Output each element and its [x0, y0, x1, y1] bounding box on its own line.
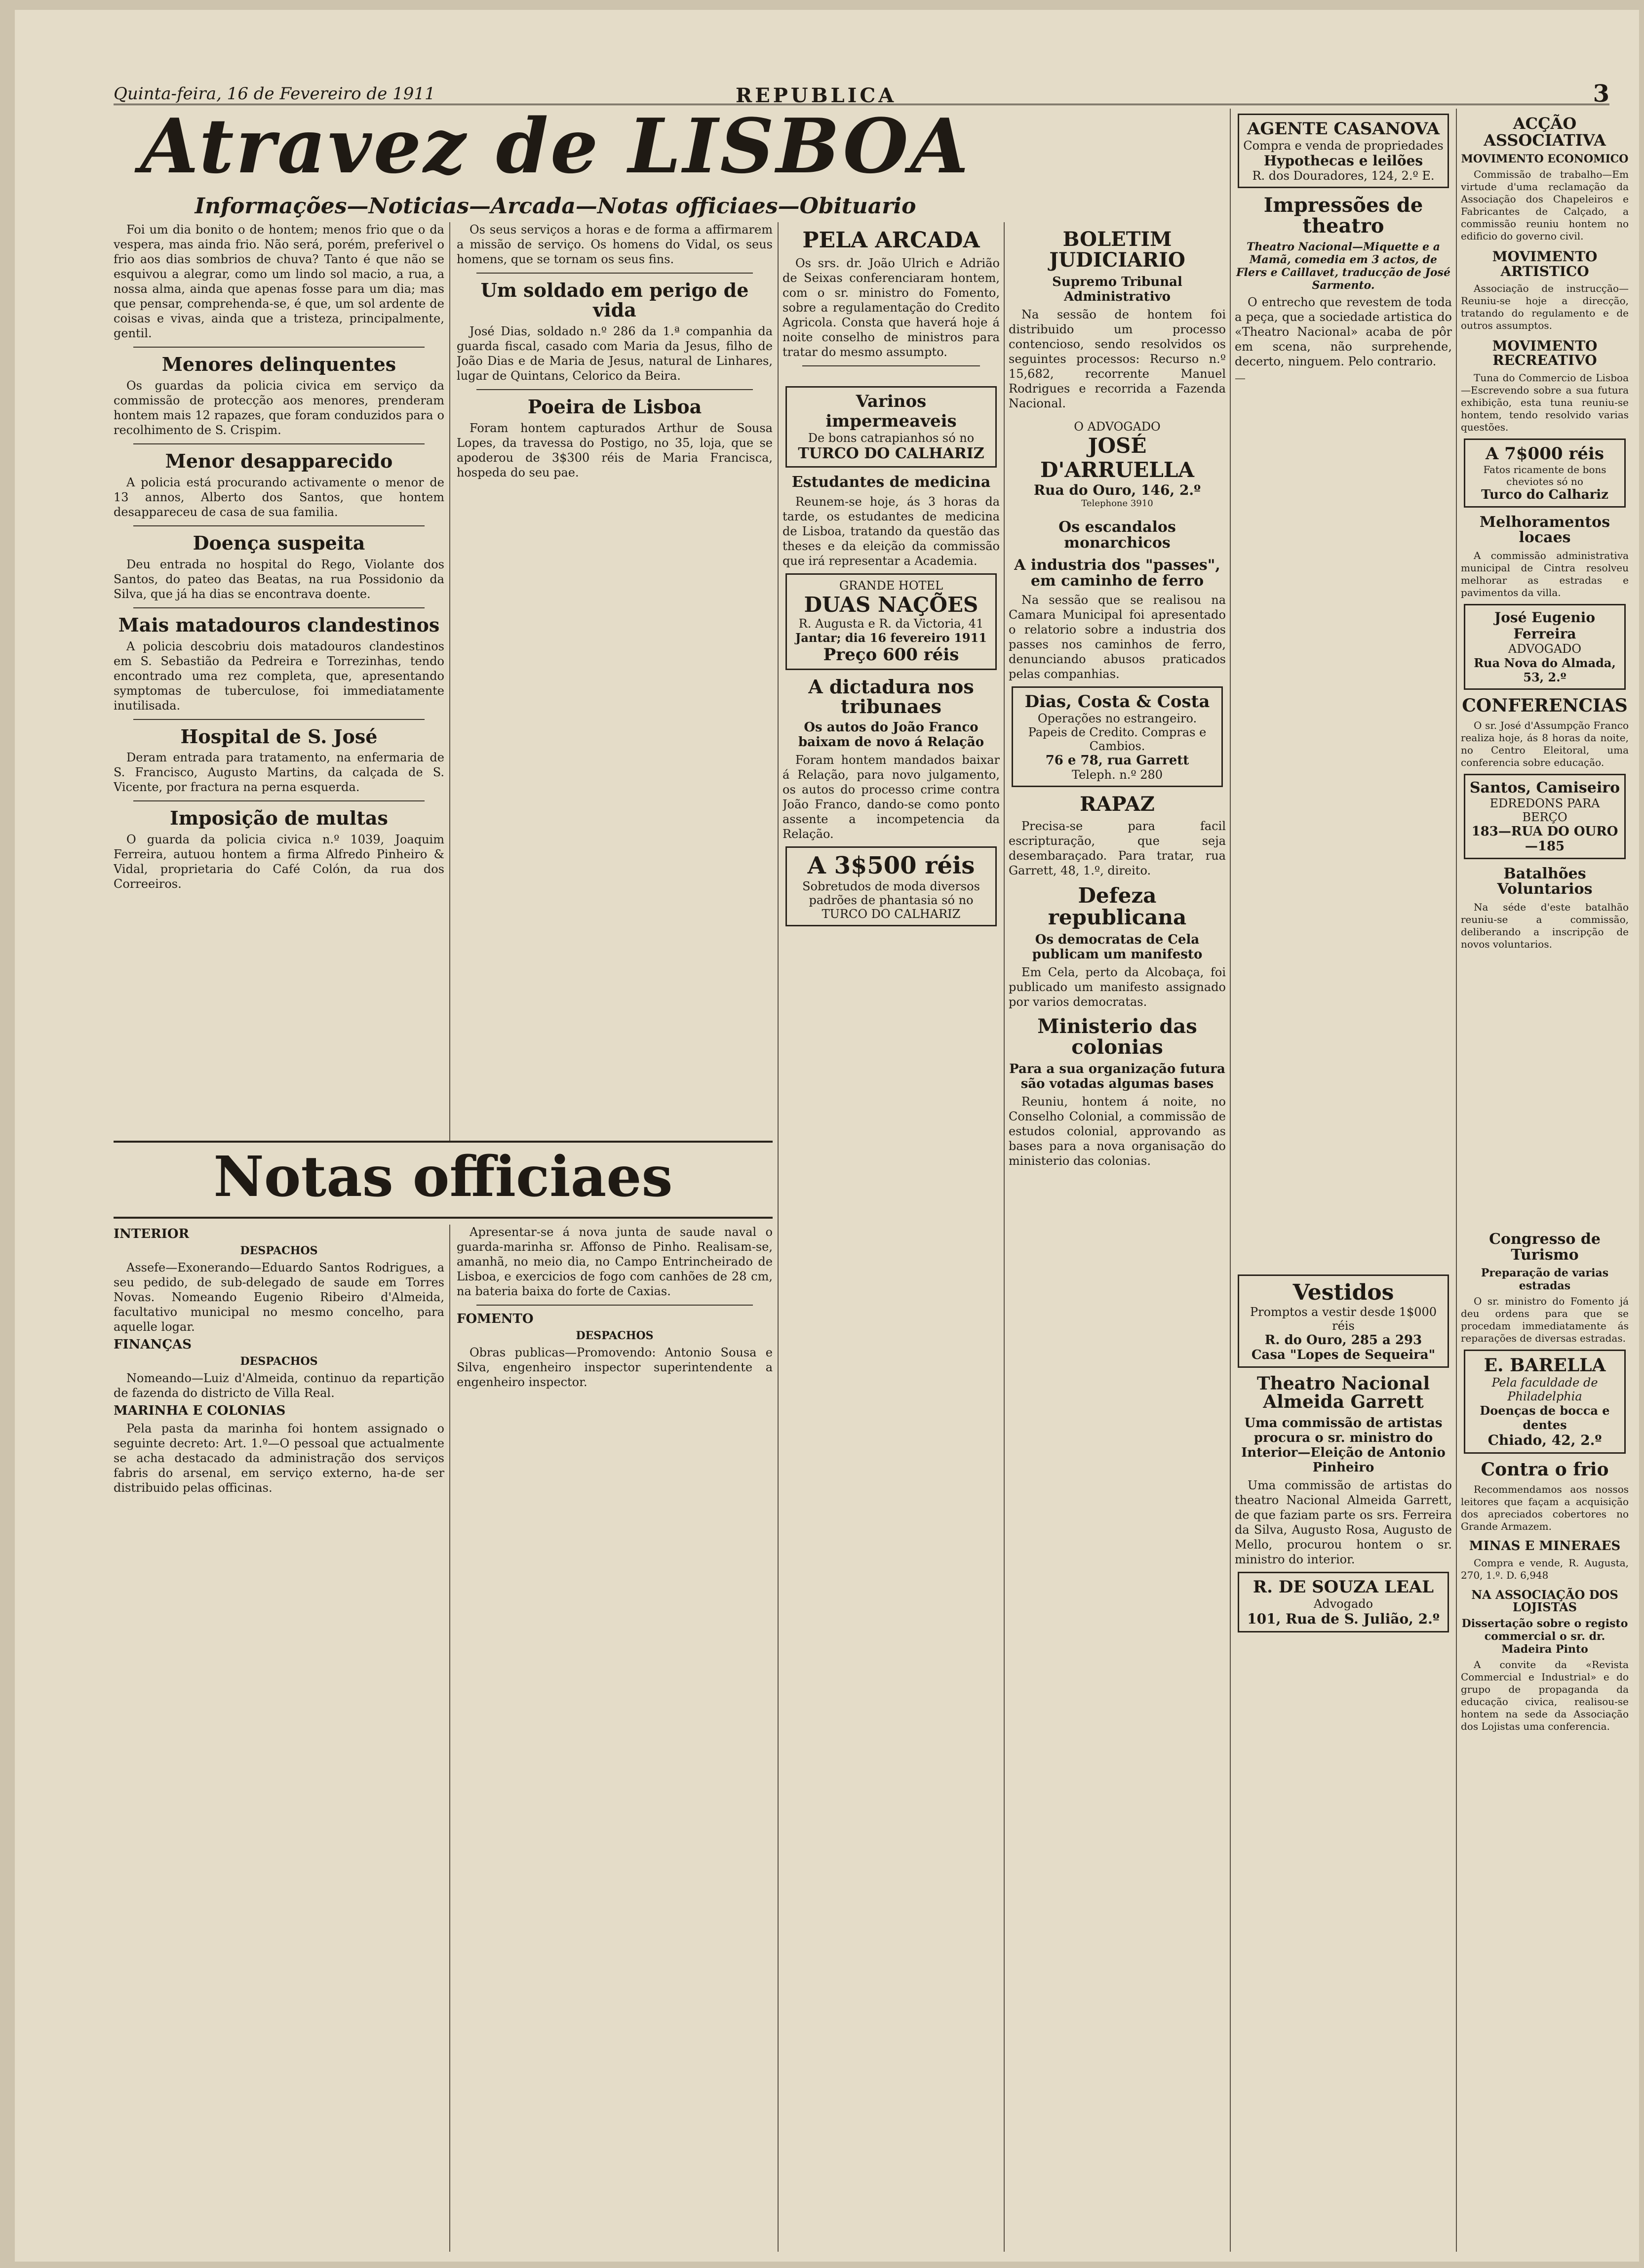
article-body: Deram entrada para tratamento, na enfermaria de S. Francisco, Augusto Martins, da calçada de S. Vicente, por fractura na perna esquerda.: [114, 751, 444, 795]
section-heading: FINANÇAS: [114, 1337, 192, 1352]
ad-line: Promptos a vestir desde 1$000 réis: [1250, 1305, 1437, 1333]
section-title: ACÇÃO ASSOCIATIVA: [1484, 114, 1606, 150]
article-body: O sr. José d'Assumpção Franco realiza hoje, ás 8 horas da noite, no Centro Eleitoral, uma conferencia sobre educação.: [1461, 719, 1629, 768]
column-4: [1009, 222, 1226, 2252]
article-title: Estudantes de medicina: [791, 474, 991, 491]
fatos-ad: [1464, 438, 1626, 508]
section-subheading: DESPACHOS: [576, 1329, 654, 1342]
ad-line: Casa "Lopes de Sequeira": [1251, 1347, 1436, 1362]
article-body: Uma commissão de artistas do theatro Nacional Almeida Garrett, de que faziam parte os srs. Ferreira da Silva, Augusto Rosa, Augusto de Mello, procurou hontem o sr. ministro do interior.: [1235, 1478, 1452, 1567]
article-body: Compra e vende, R. Augusta, 270, 1.º. D. 6,948: [1461, 1557, 1629, 1582]
ad-title: Vestidos: [1292, 1279, 1394, 1305]
paper-name: REPUBLICA: [736, 84, 897, 107]
ad-line: O ADVOGADO: [1074, 420, 1161, 434]
section-heading: MARINHA E COLONIAS: [114, 1403, 286, 1418]
section-subtitle: Preparação de varias estradas: [1481, 1267, 1609, 1292]
article-title: Mais matadouros clandestinos: [118, 613, 440, 636]
ad-line: ADVOGADO: [1508, 641, 1582, 656]
article-title: Menores delinquentes: [161, 353, 396, 375]
divider: [476, 1305, 753, 1306]
leal-ad: [1238, 1572, 1449, 1632]
ad-title: JOSÉ D'ARRUELLA: [1040, 434, 1194, 482]
section-subheading: DESPACHOS: [240, 1244, 318, 1257]
agente-ad: [1238, 114, 1449, 188]
divider: [476, 389, 753, 390]
section-title: MOVIMENTO ARTISTICO: [1492, 248, 1598, 279]
divider: [133, 800, 425, 801]
newspaper-page: [15, 10, 1639, 2262]
article-subtitle: Para a sua organização futura são votadas algumas bases: [1009, 1062, 1225, 1092]
ad-price: A 7$000 réis: [1486, 443, 1604, 464]
article-title: Os escandalos monarchicos: [1058, 518, 1176, 552]
ad-line: Chiado, 42, 2.º: [1487, 1432, 1602, 1448]
article-subtitle: Supremo Tribunal Administrativo: [1052, 275, 1182, 304]
ad-title: R. DE SOUZA LEAL: [1253, 1577, 1434, 1597]
ad-line: Jantar; dia 16 fevereiro 1911: [795, 630, 987, 645]
column-5: [1235, 109, 1452, 2252]
section-title: MINAS E MINERAES: [1469, 1538, 1621, 1553]
ad-title: José Eugenio Ferreira: [1494, 609, 1595, 642]
column-rule: [1004, 222, 1005, 2252]
article-body: O entrecho que revestem de toda a peça, que a sociedade artistica do «Theatro Nacional» acaba de pôr em scena, não surprehende, decerto, ninguem. Pelo contrario.: [1235, 295, 1452, 368]
advogado-ad: [1012, 416, 1223, 513]
article-body: Na sessão de hontem foi distribuido um processo contencioso, sendo resolvidos os seguintes processos: Recurso n.º 15,682, recorrente Manuel Rodrigues e recorrida a Fazenda Nacional.: [1009, 308, 1226, 410]
ad-line: R. do Ouro, 285 a 293: [1264, 1332, 1422, 1348]
article-body: Tuna do Commercio de Lisboa—Escrevendo sobre a sua futura exhibição, esta tuna reuniu-se hontem, tendo resolvido varias questões.: [1461, 371, 1629, 433]
santos-ad: [1464, 774, 1626, 859]
ad-line: 183—RUA DO OURO—185: [1471, 824, 1618, 854]
page-number: 3: [1593, 80, 1609, 108]
ad-title: AGENTE CASANOVA: [1247, 119, 1440, 139]
notas-officiaes-block: [114, 1141, 773, 1219]
article-body: Apresentar-se á nova junta de saude naval o guarda-marinha sr. Affonso de Pinho. Realisam-se, amanhã, no meio dia, no Campo Entrincheirado de Lisboa, e exercicios de fogo com canhões de 28 cm, na bateria baixa do forte de Caxias.: [457, 1225, 773, 1298]
section-title: NA ASSOCIAÇÃO DOS LOJISTAS: [1471, 1588, 1618, 1615]
section-title: Contra o frio: [1481, 1459, 1609, 1480]
ad-line: R. dos Douradores, 124, 2.º E.: [1252, 169, 1435, 183]
ad-line: Telephone 3910: [1081, 498, 1153, 509]
divider: [133, 443, 425, 444]
article-body: Foram hontem mandados baixar á Relação, para novo julgamento, os autos do processo crime contra João Franco, dando-se como ponto assente a incompetencia da Relação.: [783, 753, 1000, 841]
ad-title: E. BARELLA: [1484, 1355, 1606, 1376]
article-body: Os guardas da policia civica em serviço da commissão de protecção aos menores, prenderam hontem mais 12 rapazes, que foram conduzidos para o recolhimento de S. Crispim.: [114, 378, 444, 437]
dias-costa-ad: [1012, 686, 1223, 787]
section-title: Congresso de Turismo: [1489, 1231, 1601, 1264]
article-title: Impressões de theatro: [1263, 194, 1423, 238]
divider: [133, 347, 425, 348]
ad-line: Rua Nova do Almada, 53, 2.º: [1474, 655, 1616, 684]
section-heading: FOMENTO: [457, 1312, 534, 1326]
divider: [476, 273, 753, 274]
article-title: Ministerio das colonias: [1037, 1015, 1197, 1059]
article-body: Associação de instrucção—Reuniu-se hoje a direcção, tratando do regulamento e de outros assumptos.: [1461, 282, 1629, 331]
ad-line: GRANDE HOTEL: [839, 578, 943, 593]
ad-line: Teleph. n.º 280: [1071, 768, 1163, 782]
sobretudos-ad: [785, 846, 997, 926]
ad-line: Doenças de bocca e dentes: [1480, 1403, 1610, 1432]
rapaz-body: Precisa-se para facil escripturação, que seja desembaraçado. Para tratar, rua Garrett, 48, 1.º, direito.: [1009, 819, 1226, 877]
article-body: Reuniu, hontem á noite, no Conselho Colonial, a commissão de estudos colonial, approvando as bases para a nova organisação do ministerio das colonias.: [1009, 1095, 1226, 1168]
notas-column-left: [114, 1225, 444, 2252]
masthead-subtitle: Informações—Noticias—Arcada—Notas officiaes—Obituario: [195, 194, 916, 219]
article-body: A policia descobriu dois matadouros clandestinos em S. Sebastião da Pedreira e Torrezinhas, tendo encontrado uma rez completa, que, apresentando symptomas de tuberculose, foi immediatamente inutilisada.: [114, 639, 444, 713]
article-body: Reunem-se hoje, ás 3 horas da tarde, os estudantes de medicina de Lisboa, tratando da questão das theses e da eleição da commissão que irá representar a Academia.: [783, 494, 1000, 568]
article-subtitle: Os autos do João Franco baixam de novo á Relação: [798, 720, 984, 750]
boletim-title: BOLETIM JUDICIARIO: [1049, 228, 1185, 272]
column-6: [1461, 109, 1629, 1215]
ad-line: 76 e 78, rua Garrett: [1045, 753, 1189, 768]
masthead: [114, 102, 997, 219]
divider: [802, 365, 980, 366]
rapaz-title: RAPAZ: [1080, 793, 1155, 816]
column-3: [783, 222, 1000, 2252]
vestidos-ad: [1238, 1274, 1449, 1368]
ad-line: EDREDONS PARA BERÇO: [1489, 796, 1600, 824]
ad-line: Fatos ricamente de bons cheviotes só no: [1483, 463, 1606, 487]
article-body: A policia está procurando activamente o menor de 13 annos, Alberto dos Santos, que hontem desappareceu de casa de sua familia.: [114, 475, 444, 519]
article-body: O guarda da policia civica n.º 1039, Joaquim Ferreira, autuou hontem a firma Alfredo Pinheiro & Vidal, proprietaria do Café Colón, da rua dos Correeiros.: [114, 833, 444, 891]
lead-paragraph: Foi um dia bonito o de hontem; menos frio que o da vespera, mas ainda frio. Não será, porém, preferivel o frio aos dias sombrios de chuva? Tanto é que não se esquivou a alegrar, como um lindo sol macio, a rua, a nossa alma, ainda que apenas fosse para um dia; mas que pensar, comprehenda-se, é que, um sol ardente de coisas e vivas, ainda que a tristeza, principalmente, gentil.: [114, 223, 444, 340]
article-title: A dictadura nos tribunaes: [808, 675, 974, 717]
ad-line: Preço 600 réis: [823, 644, 959, 665]
ad-price: A 3$500 réis: [807, 852, 975, 880]
arcada-body: Os srs. dr. João Ulrich e Adrião de Seixas conferenciaram hontem, com o sr. ministro do Fomento, sobre a regulamentação do Credito Agricola. Consta que haverá hoje á noite conselho de ministros para tratar do mesmo assumpto.: [783, 256, 1000, 359]
column-rule: [1456, 109, 1457, 2252]
article-title: Poeira de Lisboa: [527, 395, 702, 418]
article-body: José Dias, soldado n.º 286 da 1.ª companhia da guarda fiscal, casado com Maria da Jesus, filho de João Dias e de Maria de Jesus, natural de Linhares, lugar de Quintans, Celorico da Beira.: [457, 324, 773, 383]
article-body: Na sessão que se realisou na Camara Municipal foi apresentado o relatorio sobre a industria dos passes nos caminhos de ferro, denunciando abusos praticados pelas companhias.: [1009, 593, 1226, 681]
article-body: Em Cela, perto da Alcobaça, foi publicado um manifesto assignado por varios democratas.: [1009, 965, 1226, 1009]
notas-title: Notas officiaes: [213, 1145, 673, 1209]
article-body: Assefe—Exonerando—Eduardo Santos Rodrigues, a seu pedido, de sub-delegado de saude em Torres Novas. Nomeando Eugenio Ribeiro d'Almeida, facultativo municipal no mesmo concelho, para aquelle logar.: [114, 1261, 444, 1334]
ad-line: Advogado: [1313, 1597, 1373, 1611]
ad-line: TURCO DO CALHARIZ: [798, 445, 984, 463]
article-body: Nomeando—Luiz d'Almeida, continuo da repartição de fazenda do districto de Villa Real.: [114, 1371, 444, 1400]
article-body: Commissão de trabalho—Em virtude d'uma reclamação da Associação dos Chapeleiros e Fabricantes de Calçado, a commissão reuniu hontem no edificio do governo civil.: [1461, 168, 1629, 242]
column-2-top: [457, 222, 773, 1141]
article-body: Obras publicas—Promovendo: Antonio Sousa e Silva, engenheiro inspector superintendente a engenheiro inspector.: [457, 1346, 773, 1389]
ad-line: 101, Rua de S. Julião, 2.º: [1247, 1611, 1440, 1628]
article-body: A commissão administrativa municipal de Cintra resolveu melhorar as estradas e pavimentos da villa.: [1461, 549, 1629, 598]
article-subtitle: Uma commissão de artistas procura o sr. ministro do Interior—Eleição de Antonio Pinheiro: [1241, 1416, 1446, 1475]
ad-line: Operações no estrangeiro. Papeis de Credito. Compras e Cambios.: [1028, 712, 1207, 753]
divider: [133, 525, 425, 526]
masthead-title: Atravez de LISBOA: [140, 102, 971, 190]
section-subheading: DESPACHOS: [240, 1355, 318, 1368]
article-title: Um soldado em perigo de vida: [480, 279, 749, 321]
section-title: Melhoramentos locaes: [1479, 513, 1610, 547]
section-subtitle: MOVIMENTO ECONOMICO: [1461, 153, 1629, 166]
column-rule: [778, 222, 779, 2252]
arcada-title: PELA ARCADA: [802, 228, 980, 253]
article-title: Imposição de multas: [170, 807, 388, 830]
article-title: Doença suspeita: [193, 531, 365, 554]
ad-line: Compra e venda de propriedades: [1243, 139, 1444, 153]
article-body: Na séde d'este batalhão reuniu-se a commissão, deliberando a inscripção de novos voluntarios.: [1461, 901, 1629, 950]
article-body: O sr. ministro do Fomento já deu ordens para que se procedam immediatamente ás reparações de diversas estradas.: [1461, 1295, 1629, 1344]
ad-line: Hypothecas e leilões: [1263, 153, 1423, 169]
ad-title: Dias, Costa & Costa: [1024, 692, 1210, 712]
article-title: Defeza republicana: [1048, 883, 1187, 930]
article-body: Os seus serviços a horas e de forma a affirmarem a missão de serviço. Os homens do Vidal, os seus homens, que se tornam os seus fins.: [457, 223, 773, 266]
article-continued: —: [1235, 372, 1246, 385]
ad-line: Pela faculdade de Philadelphia: [1491, 1376, 1598, 1403]
column-rule: [449, 1225, 450, 2252]
column-1: [114, 222, 444, 1141]
ad-line: R. Augusta e R. da Victoria, 41: [798, 616, 984, 631]
article-body: Deu entrada no hospital do Rego, Violante dos Santos, do pateo das Beatas, na rua Possidonio da Silva, que já ha dias se encontrava doente.: [114, 557, 444, 601]
ad-title: DUAS NAÇÕES: [804, 592, 979, 617]
ad-line: De bons catrapianhos só no: [808, 431, 975, 445]
ad-title: Varinos impermeaveis: [825, 392, 957, 432]
article-title: Hospital de S. José: [180, 725, 378, 748]
ad-line: Rua do Ouro, 146, 2.º: [1033, 482, 1201, 498]
article-body: Foram hontem capturados Arthur de Sousa Lopes, da travessa do Postigo, no 35, loja, que se apoderou de 3$300 réis de Maria Francisca, hospeda do seu pae.: [457, 421, 773, 479]
column-7: [1461, 1225, 1629, 2252]
column-rule: [449, 222, 450, 1141]
ad-line: Sobretudos de moda diversos padrões de phantasia só no TURCO DO CALHARIZ: [802, 879, 980, 921]
article-body: Pela pasta da marinha foi hontem assignado o seguinte decreto: Art. 1.º—O pessoal que actualmente se acha destacado da administração dos serviços fabris do arsenal, em serviço externo, ha-de ser distribuido pelas officinas.: [114, 1422, 444, 1495]
article-subtitle: Theatro Nacional—Miquette e a Mamã, comedia em 3 actos, de Flers e Caillavet, traducção de José Sarmento.: [1236, 240, 1450, 292]
divider: [133, 719, 425, 720]
issue-date: Quinta-feira, 16 de Fevereiro de 1911: [114, 84, 435, 104]
article-title: Menor desapparecido: [165, 449, 393, 472]
divider: [133, 607, 425, 608]
notas-column-right: [457, 1225, 773, 2252]
ferreira-ad: [1464, 604, 1626, 690]
ad-title: Santos, Camiseiro: [1469, 779, 1620, 796]
article-title: Theatro Nacional Almeida Garrett: [1256, 1373, 1430, 1413]
article-body: A convite da «Revista Commercial e Industrial» e do grupo de propaganda da educação civica, realisou-se hontem na sede da Associação dos Lojistas uma conferencia.: [1461, 1659, 1629, 1733]
article-subtitle: A industria dos "passes", em caminho de ferro: [1014, 557, 1220, 590]
ad-line: Turco do Calhariz: [1481, 487, 1608, 502]
article-body: Recommendamos aos nossos leitores que façam a acquisição dos apreciados cobertores no Grande Armazem.: [1461, 1483, 1629, 1532]
section-title: Batalhões Voluntarios: [1497, 865, 1593, 898]
barella-ad: [1464, 1350, 1626, 1454]
section-title: CONFERENCIAS: [1462, 695, 1628, 716]
article-subtitle: Os democratas de Cela publicam um manifesto: [1032, 932, 1203, 962]
section-heading: INTERIOR: [114, 1227, 190, 1241]
varinos-ad: [785, 386, 997, 468]
section-subtitle: Dissertação sobre o registo commercial o sr. dr. Madeira Pinto: [1461, 1617, 1628, 1656]
column-rule: [1230, 109, 1231, 2252]
hotel-ad: [785, 573, 997, 670]
section-title: MOVIMENTO RECREATIVO: [1492, 337, 1598, 369]
